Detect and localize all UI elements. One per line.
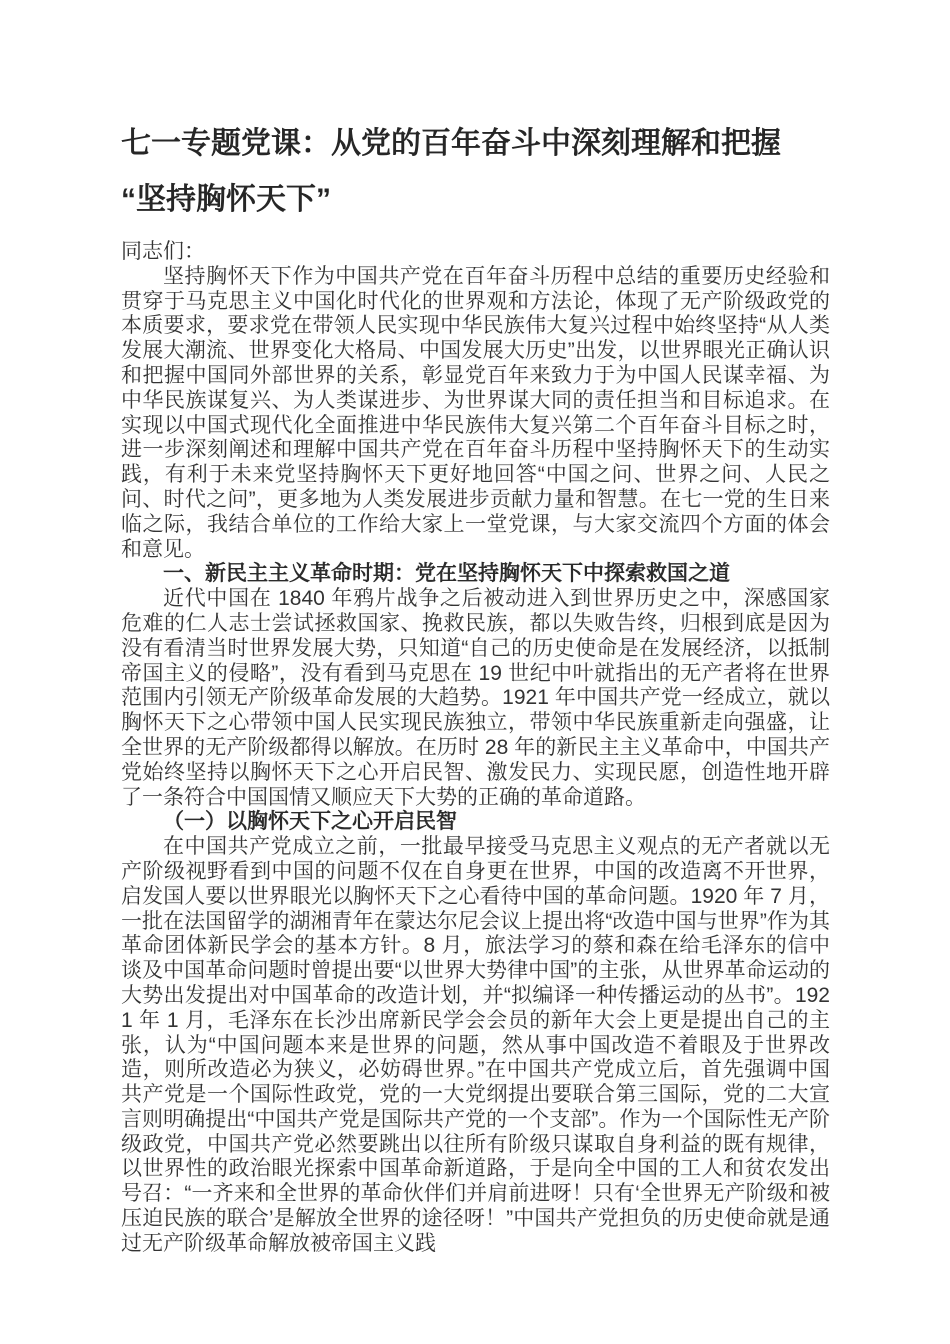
section-heading: 一、新民主主义革命时期：党在坚持胸怀天下中探索救国之道 xyxy=(163,562,730,586)
paragraph: 近代中国在 1840 年鸦片战争之后被动进入到世界历史之中，深感国家危难的仁人志士尝试拯救国家、挽救民族，都以失败告终，归根到底是因为没有看清当时世界发展大势，只知道“自己的历史使命是在发展经济，以抵制帝国主义的侵略”，没有看到马克思在 19 世纪中叶就指出的无产者将在世界范围内引领无产阶级革命发展的大趋势。1921 年中国共产党一经成立，就以胸怀天下之心带领中国人民实现民族独立，带领中华民族重新走向强盛，让全世界的无产阶级都得以解放。在历时 28 年的新民主主义革命中，中国共产党始终坚持以胸怀天下之心开启民智、激发民力、实现民愿，创造性地开辟了一条符合中国国情又顺应天下大势的正确的革命道路。 xyxy=(121,587,830,809)
title-line-1: 七一专题党课：从党的百年奋斗中深刻理解和把握 xyxy=(121,127,781,160)
paragraph: 同志们： xyxy=(121,240,205,263)
section-heading: （一）以胸怀天下之心开启民智 xyxy=(163,810,457,834)
title-line-2: “坚持胸怀天下” xyxy=(121,183,331,216)
paragraph: 坚持胸怀天下作为中国共产党在百年奋斗历程中总结的重要历史经验和贯穿于马克思主义中国化时代化的世界观和方法论，体现了无产阶级政党的本质要求，要求党在带领人民实现中华民族伟大复兴过程中始终坚持“从人类发展大潮流、世界变化大格局、中国发展大历史”出发，以世界眼光正确认识和把握中国同外部世界的关系，彰显党百年来致力于为中国人民谋幸福、为中华民族谋复兴、为人类谋进步、为世界谋大同的责任担当和目标追求。在实现以中国式现代化全面推进中华民族伟大复兴第二个百年奋斗目标之时，进一步深刻阐述和理解中国共产党在百年奋斗历程中坚持胸怀天下的生动实践，有利于未来党坚持胸怀天下更好地回答“中国之问、世界之问、人民之问、时代之问”，更多地为人类发展进步贡献力量和智慧。在七一党的生日来临之际，我结合单位的工作给大家上一堂党课，与大家交流四个方面的体会和意见。 xyxy=(121,264,830,561)
document-body xyxy=(121,240,830,1257)
paragraph: 在中国共产党成立之前，一批最早接受马克思主义观点的无产者就以无产阶级视野看到中国的问题不仅在自身更在世界，中国的改造离不开世界，启发国人要以世界眼光以胸怀天下之心看待中国的革命问题。1920 年 7 月，一批在法国留学的湖湘青年在蒙达尔尼会议上提出将“改造中国与世界”作为其革命团体新民学会的基本方针。8 月，旅法学习的蔡和森在给毛泽东的信中谈及中国革命问题时曾提出要“以世界大势律中国”的主张，从世界革命运动的大势出发提出对中国革命的改造计划，并“拟编译一种传播运动的丛书”。1921 年 1 月，毛泽东在长沙出席新民学会会员的新年大会上更是提出自己的主张，认为“中国问题本来是世界的问题，然从事中国改造不着眼及于世界改造，则所改造必为狭义，必妨碍世界。”在中国共产党成立后，首先强调中国共产党是一个国际性政党，党的一大党纲提出要联合第三国际，党的二大宣言则明确提出“中国共产党是国际共产党的一个支部”。作为一个国际性无产阶级政党，中国共产党必然要跳出以往所有阶级只谋取自身利益的既有规律，以世界性的政治眼光探索中国革命新道路，于是向全中国的工人和贫农发出号召：“一齐来和全世界的革命伙伴们并肩前进呀！只有‘全世界无产阶级和被压迫民族的联合’是解放全世界的途径呀！”中国共产党担负的历史使命就是通过无产阶级革命解放被帝国主义践 xyxy=(121,835,830,1255)
document-title xyxy=(121,116,830,228)
